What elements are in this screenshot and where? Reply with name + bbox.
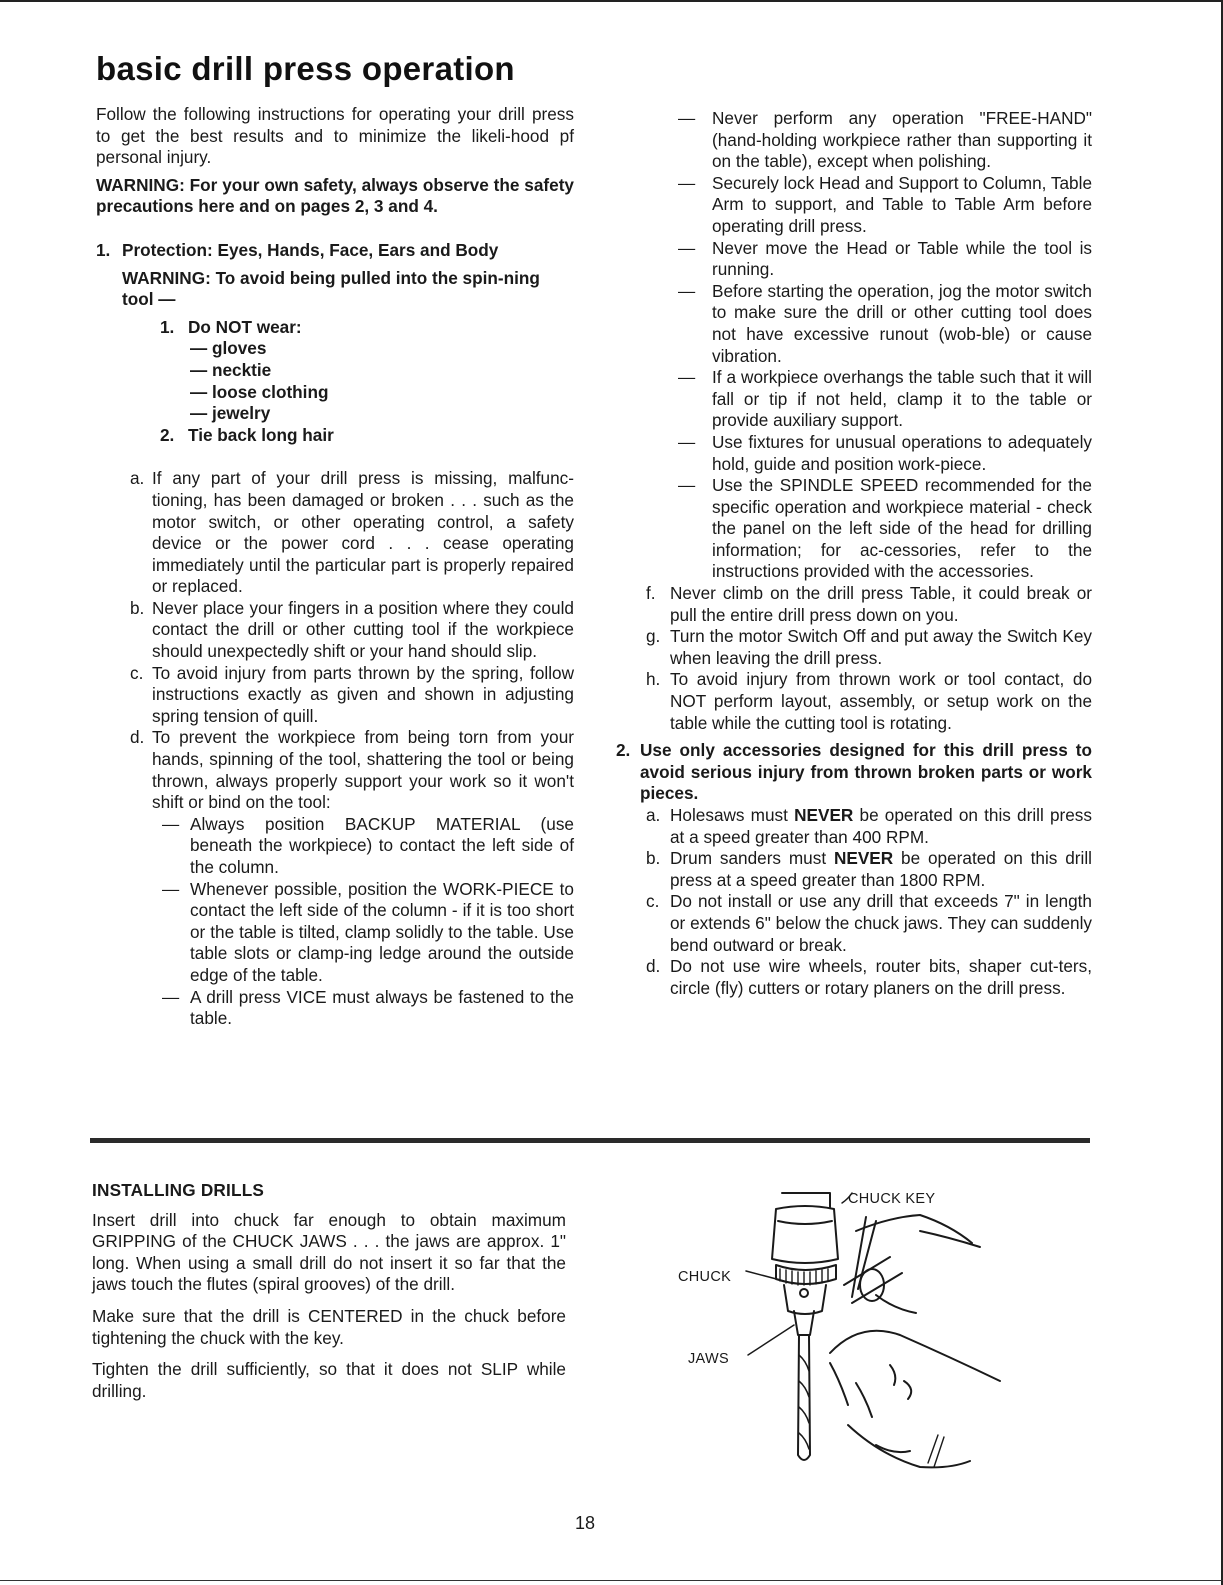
bottom-border: [0, 1580, 1223, 1581]
item-b-text: Never place your fingers in a position where they could contact the drill or other cutting tool if the workpiece should unexpectedly shift or your hand should slip.: [152, 597, 574, 662]
item-h-letter: h.: [646, 669, 661, 690]
item-b-letter: b.: [130, 597, 145, 618]
item-c-text: To avoid injury from parts thrown by the spring, follow instructions exactly as given and shown in adjusting spring tension of quill.: [152, 662, 574, 726]
chuck-drawing: [680, 1185, 1080, 1485]
page-title: basic drill press operation: [96, 50, 515, 87]
emphasis-never: NEVER: [794, 805, 854, 825]
do-not-wear-number: 1.: [160, 316, 175, 337]
intro-paragraph: Follow the following instructions for operating your drill press to get the best results and to minimize the likeli-hood pf personal injury.: [96, 104, 574, 168]
section-2-item-a: [616, 805, 1092, 848]
item-f-text: Never climb on the drill press Table, it could break or pull the entire drill press down on you.: [670, 583, 1092, 625]
label-jaws: JAWS: [688, 1351, 729, 1367]
do-not-wear-item: [96, 317, 574, 339]
right-dash-text-3: Never move the Head or Table while the tool is running.: [712, 237, 1092, 280]
d-dash-item-2: [96, 879, 574, 987]
item-h: [616, 669, 1092, 734]
hand-lower-outline: [830, 1331, 1000, 1381]
right-column: [616, 108, 1092, 999]
section-1-number: 1.: [96, 239, 111, 260]
text-part: Holesaws must: [670, 805, 795, 825]
item-c: [96, 663, 574, 728]
item-d-letter: d.: [130, 727, 145, 748]
label-chuck: CHUCK: [678, 1269, 732, 1285]
wear-item-loose-clothing: — loose clothing: [190, 381, 329, 402]
right-dash-item-5: [616, 367, 1092, 432]
item-d: [96, 727, 574, 813]
text-part: Drum sanders must: [670, 848, 834, 869]
d-dash-item-1: [96, 814, 574, 879]
chuck-leader-line: [746, 1271, 784, 1281]
dash-mark: —: [678, 172, 696, 193]
chuck-body-top: [782, 1193, 830, 1207]
section-2-item-b-letter: b.: [646, 848, 661, 869]
section-2-item-a-text: [670, 805, 1092, 848]
jaws-leader-line: [748, 1325, 794, 1355]
section-2-item-d: [616, 956, 1092, 999]
safety-warning: WARNING: For your own safety, always observe the safety precautions here and on pages 2, 3 and 4.: [96, 174, 574, 217]
dash-mark: —: [678, 237, 696, 258]
text-part: be operated on this drill press at a speed greater than 1800 RPM.: [670, 848, 1092, 890]
dash-mark: —: [678, 108, 696, 128]
d-dash-text-3: A drill press VICE must always be fastened to the table.: [190, 986, 574, 1029]
wear-item-gloves: — gloves: [190, 338, 267, 359]
installing-paragraph-2: Make sure that the drill is CENTERED in the chuck before tightening the chuck with the key.: [92, 1305, 566, 1348]
right-dash-item-6: [616, 432, 1092, 475]
section-2-item-b-text: [670, 848, 1092, 891]
section-2-item-c-letter: c.: [646, 891, 660, 912]
section-2-item-b: [616, 848, 1092, 891]
installing-paragraph-1: Insert drill into chuck far enough to obtain maximum GRIPPING of the CHUCK JAWS . . . the jaws are approx. 1" long. When using a small drill do not insert it so far that the jaws touch the flutes (spiral grooves) of the drill.: [92, 1209, 566, 1295]
installing-drills-section: [92, 1180, 566, 1412]
d-dash-text-1: Always position BACKUP MATERIAL (use beneath the workpiece) to contact the left side of the column.: [190, 813, 574, 877]
section-2-item-c: [616, 891, 1092, 956]
dash-mark: —: [162, 986, 180, 1007]
item-b: [96, 598, 574, 663]
dash-mark: —: [678, 475, 696, 496]
text-part: be operated on this drill press at a speed greater than 400 RPM.: [670, 805, 1092, 847]
right-dash-text-6: Use fixtures for unusual operations to adequately hold, guide and position work-piece.: [712, 431, 1092, 474]
right-dash-item-1: [616, 108, 1092, 173]
section-2-heading: [616, 740, 1092, 805]
left-column: [96, 104, 574, 1030]
chuck-key-hole: [800, 1289, 808, 1297]
do-not-wear-label: Do NOT wear:: [188, 316, 302, 337]
wear-item-necktie: — necktie: [190, 359, 272, 380]
installing-drills-heading: INSTALLING DRILLS: [92, 1180, 265, 1200]
section-2-item-c-text: Do not install or use any drill that exceeds 7" in length or extends 6" below the chuck jaws. They can suddenly bend outward or break.: [670, 891, 1092, 955]
item-g-letter: g.: [646, 626, 661, 647]
tie-back-hair-number: 2.: [160, 424, 175, 445]
item-a-text: If any part of your drill press is missing, malfunc-tioning, has been damaged or broken . . . such as the motor switch, or other operating control, a safety device or the power cord . . . cease operating immediately until the particular part is properly repaired or replaced.: [152, 468, 574, 597]
right-dash-text-4: Before starting the operation, jog the motor switch to make sure the drill or other cutting tool does not have excessive runout (wob-ble) or cause vibration.: [712, 280, 1092, 366]
drill-bit: [798, 1335, 810, 1460]
item-f: [616, 583, 1092, 626]
tie-back-hair-item: [96, 425, 574, 447]
chuck-body: [772, 1206, 838, 1263]
right-dash-item-4: [616, 281, 1092, 367]
chuck-illustration: [680, 1185, 1080, 1485]
dash-mark: —: [678, 367, 696, 388]
dash-mark: —: [162, 813, 180, 834]
right-dash-text-2: Securely lock Head and Support to Column, Table Arm to support, and Table to Table Arm before operating drill press.: [712, 172, 1092, 236]
item-g-text: Turn the motor Switch Off and put away the Switch Key when leaving the drill press.: [670, 626, 1092, 668]
section-2-item-a-letter: a.: [646, 805, 661, 825]
item-f-letter: f.: [646, 583, 656, 604]
top-border: [0, 0, 1223, 2]
dash-mark: —: [678, 280, 696, 301]
right-dash-item-7: [616, 475, 1092, 583]
emphasis-never: NEVER: [833, 848, 894, 869]
item-d-text: To prevent the workpiece from being torn from your hands, spinning of the tool, shattering the tool or being thrown, always properly support your work so it won't shift or bind on the tool:: [152, 727, 574, 813]
page-number: 18: [574, 1513, 596, 1533]
section-divider: [90, 1138, 1090, 1143]
d-dash-item-3: [96, 987, 574, 1030]
right-dash-item-3: [616, 238, 1092, 281]
chuck-knurled-ring: [776, 1265, 836, 1284]
installing-paragraph-3: Tighten the drill sufficiently, so that it does not SLIP while drilling.: [92, 1359, 566, 1401]
right-dash-text-5: If a workpiece overhangs the table such that it will fall or tip if not held, clamp it to the table or provide auxiliary support.: [712, 367, 1092, 431]
spinning-tool-warning: WARNING: To avoid being pulled into the spin-ning tool —: [122, 267, 540, 310]
dash-mark: —: [162, 878, 180, 899]
d-dash-text-2: Whenever possible, position the WORK-PIECE to contact the left side of the column - if it is too short or the table is tilted, clamp solidly to the table. Use table slots or clamp-ing ledge around the outside edge of the table.: [190, 878, 574, 985]
wear-list: [96, 338, 574, 424]
section-2-number: 2.: [616, 740, 631, 761]
tie-back-hair-label: Tie back long hair: [188, 424, 334, 445]
section-2-item-d-text: Do not use wire wheels, router bits, shaper cut-ters, circle (fly) cutters or rotary planers on the drill press.: [670, 956, 1092, 998]
right-dash-item-2: [616, 173, 1092, 238]
section-2-title: Use only accessories designed for this drill press to avoid serious injury from thrown broken parts or work pieces.: [640, 740, 1092, 804]
right-dash-text-1: Never perform any operation "FREE-HAND" (hand-holding workpiece rather than supporting it on the table), except when polishing.: [712, 108, 1092, 172]
section-1-heading: [96, 240, 574, 262]
item-g: [616, 626, 1092, 669]
item-a-letter: a.: [130, 468, 145, 489]
item-c-letter: c.: [130, 662, 144, 683]
right-dash-text-7: Use the SPINDLE SPEED recommended for the specific operation and workpiece material - check the panel on the left side of the head for drilling information; for ac-cessories, refer to the instructions provided with the accessories.: [712, 475, 1092, 582]
wear-item-jewelry: — jewelry: [190, 403, 271, 424]
section-2-item-d-letter: d.: [646, 956, 661, 977]
label-chuck-key: CHUCK KEY: [848, 1191, 936, 1207]
dash-mark: —: [678, 431, 696, 452]
item-a: [96, 468, 574, 598]
section-1-title: Protection: Eyes, Hands, Face, Ears and Body: [122, 239, 499, 260]
item-h-text: To avoid injury from thrown work or tool contact, do NOT perform layout, assembly, or setup work on the table while the cutting tool is rotating.: [670, 669, 1092, 733]
